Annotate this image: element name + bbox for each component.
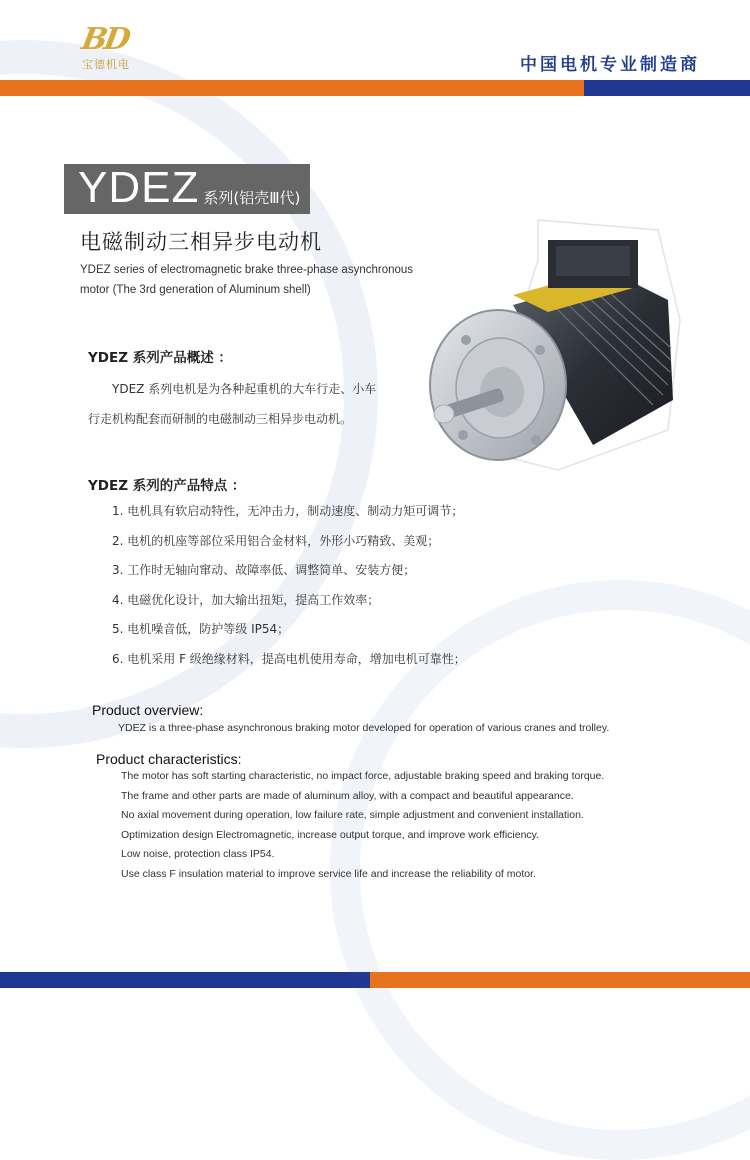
feature-en-item: The motor has soft starting characteristic, no impact force, adjustable braking speed and braking torque. xyxy=(121,770,605,782)
overview-en-heading: Product overview: xyxy=(92,702,204,718)
overview-en-text: YDEZ is a three-phase asynchronous braking motor developed for operation of various cranes and trolley. xyxy=(118,722,610,734)
feature-cn-item: 3. 工作时无轴向窜动、故障率低、调整简单、安装方便； xyxy=(112,563,416,577)
top-blue-bar xyxy=(584,80,750,96)
feature-en-item: The frame and other parts are made of aluminum alloy, with a compact and beautiful appearance. xyxy=(121,789,574,802)
features-cn-list xyxy=(112,502,466,679)
bottom-blue-bar xyxy=(0,972,370,988)
features-en-heading: Product characteristics: xyxy=(96,751,242,767)
feature-en-item: Low noise, protection class IP54. xyxy=(121,848,275,860)
top-orange-bar xyxy=(0,80,584,96)
feature-cn-item: 1. 电机具有软启动特性，无冲击力，制动速度、制动力矩可调节； xyxy=(112,504,464,518)
overview-cn-text: YDEZ 系列电机是为各种起重机的大车行走、小车行走机构配套而研制的电磁制动三相异步电动机。 xyxy=(88,382,377,426)
feature-cn-item: 2. 电机的机座等部位采用铝合金材料，外形小巧精致、美观； xyxy=(112,533,440,548)
logo-text: 宝德机电 xyxy=(82,58,130,71)
feature-cn-item: 6. 电机采用 F 级绝缘材料，提高电机使用寿命，增加电机可靠性； xyxy=(112,651,466,666)
features-en-list xyxy=(121,770,604,887)
title-chinese: 电磁制动三相异步电动机 xyxy=(80,230,322,254)
feature-en-item: No axial movement during operation, low failure rate, simple adjustment and convenient installation. xyxy=(121,809,584,821)
title-box xyxy=(64,164,310,214)
title-main: YDEZ xyxy=(78,163,200,212)
motor-image xyxy=(418,200,688,480)
overview-cn-heading: YDEZ 系列产品概述 ： xyxy=(88,350,232,366)
feature-cn-item: 5. 电机噪音低，防护等级 IP54； xyxy=(112,622,290,636)
bottom-orange-bar xyxy=(370,972,750,988)
title-english: YDEZ series of electromagnetic brake three-phase asynchronous motor (The 3rd generation of Aluminum shell) xyxy=(80,264,414,296)
feature-cn-item: 4. 电磁优化设计，加大输出扭矩，提高工作效率； xyxy=(112,592,380,607)
feature-en-item: Use class F insulation material to improve service life and increase the reliability of motor. xyxy=(121,867,536,880)
logo-mark: BD xyxy=(78,22,131,57)
tagline: 中国电机专业制造商 xyxy=(520,55,700,75)
feature-en-item: Optimization design Electromagnetic, increase output torque, and improve work efficiency. xyxy=(121,828,540,841)
title-sub: 系列(铝壳Ⅲ代) xyxy=(203,189,301,207)
company-logo xyxy=(78,22,162,71)
features-cn-heading: YDEZ 系列的产品特点 ： xyxy=(88,478,246,494)
